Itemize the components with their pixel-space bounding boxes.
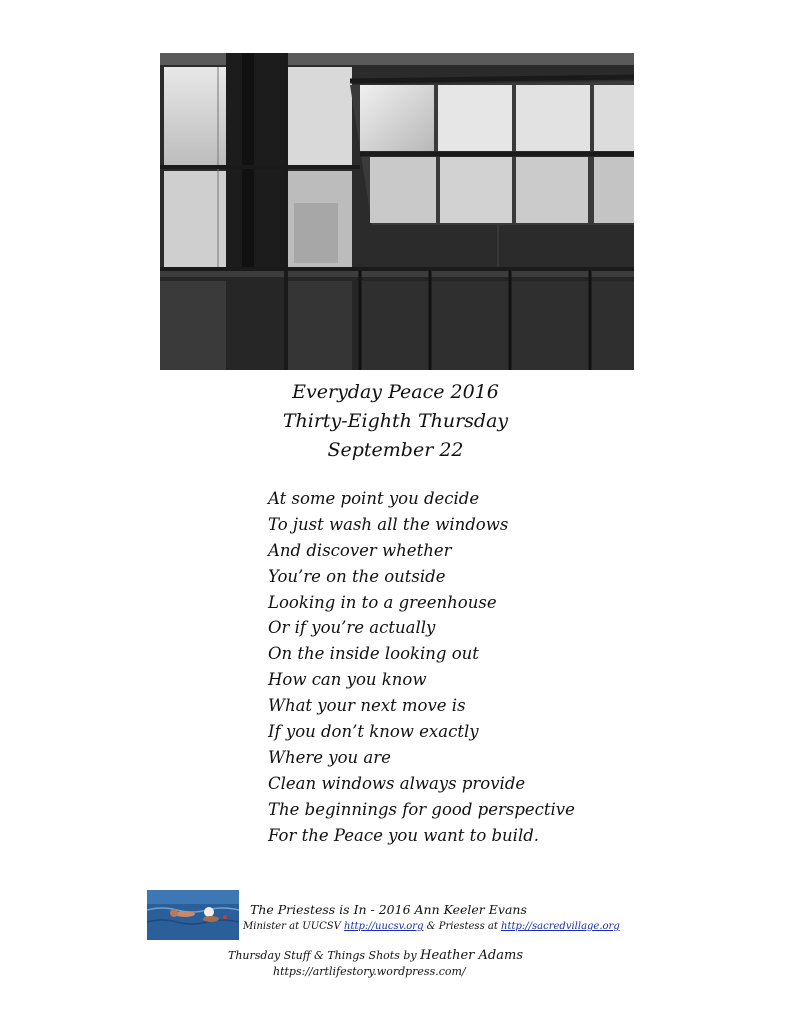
poem-line: For the Peace you want to build. bbox=[268, 825, 540, 845]
poem-line: What your next move is bbox=[268, 696, 466, 716]
photographer-name: Heather Adams bbox=[420, 948, 523, 963]
poem-line: Looking in to a greenhouse bbox=[268, 592, 497, 612]
sacredvillage-link[interactable]: http://sacredvillage.org bbox=[501, 921, 620, 932]
poem-line: You’re on the outside bbox=[268, 566, 446, 586]
shots-credit bbox=[228, 948, 523, 963]
credit-links-line bbox=[243, 921, 620, 932]
poem-line: Where you are bbox=[268, 747, 391, 767]
shots-prefix: Thursday Stuff & Things Shots by bbox=[228, 949, 421, 962]
heading-title: Everyday Peace 2016 bbox=[292, 381, 499, 403]
poem-line: To just wash all the windows bbox=[268, 514, 509, 534]
priestess-prefix: & Priestess at bbox=[423, 921, 502, 932]
poem-line: At some point you decide bbox=[268, 489, 480, 508]
credit-title: The Priestess is In - 2016 Ann Keeler Evans bbox=[250, 902, 527, 917]
greenhouse-window-photo bbox=[160, 53, 634, 370]
poem bbox=[268, 486, 688, 848]
poem-line: Clean windows always provide bbox=[268, 773, 526, 793]
poem-line: If you don’t know exactly bbox=[268, 722, 479, 742]
poem-line: How can you know bbox=[268, 670, 427, 690]
minister-prefix: Minister at UUCSV bbox=[243, 921, 345, 932]
poem-line: And discover whether bbox=[268, 540, 452, 560]
uucsv-link[interactable]: http://uucsv.org bbox=[344, 921, 424, 932]
heading-date: September 22 bbox=[327, 439, 464, 461]
shots-url: https://artlifestory.wordpress.com/ bbox=[273, 965, 466, 978]
poem-line: Or if you’re actually bbox=[268, 618, 436, 638]
heading-subtitle: Thirty-Eighth Thursday bbox=[282, 410, 509, 432]
poem-line: The beginnings for good perspective bbox=[268, 799, 575, 819]
poem-line: On the inside looking out bbox=[268, 644, 479, 664]
swimmer-photo bbox=[147, 890, 239, 940]
